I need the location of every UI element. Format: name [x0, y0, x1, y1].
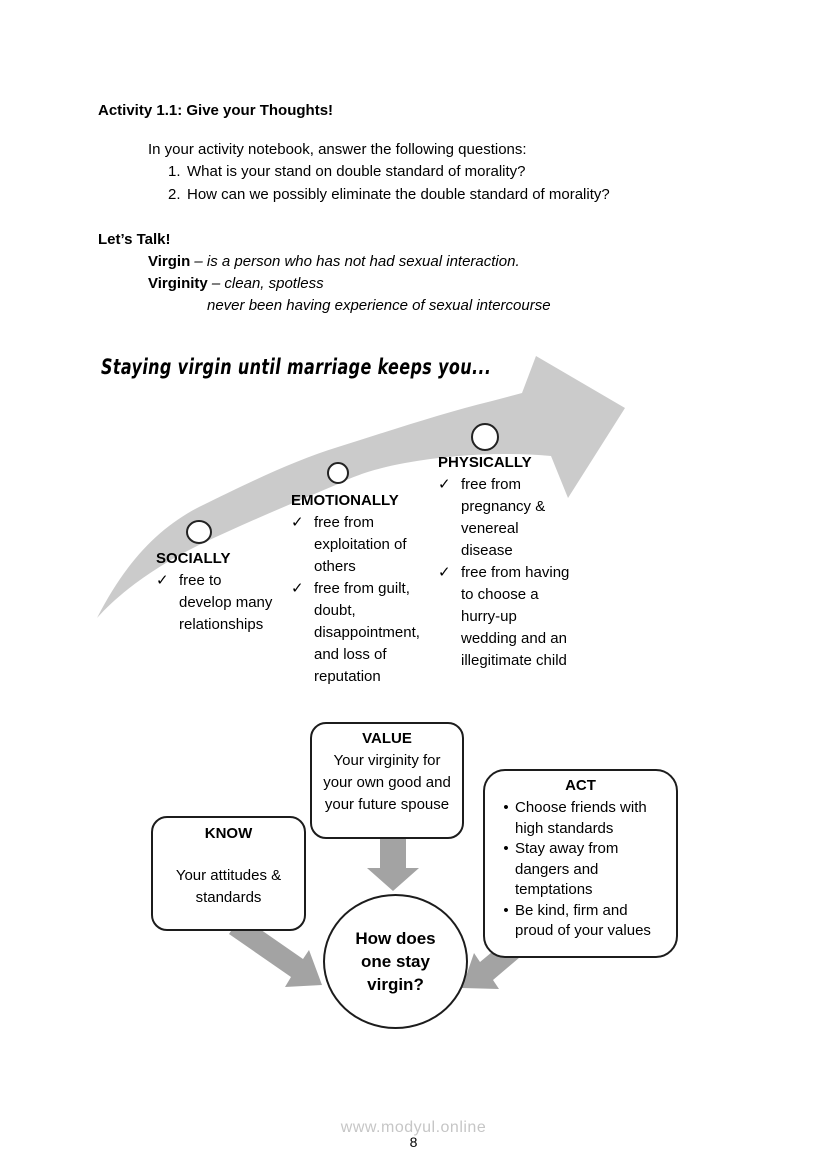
activity-question-1: [168, 161, 526, 183]
milestone-item: ✓ free from pregnancy & venereal disease: [438, 474, 574, 562]
milestone-dot-physically: [472, 424, 498, 450]
milestone-title: PHYSICALLY: [438, 454, 532, 471]
bullet-icon: •: [503, 840, 509, 857]
value-box-text: Your virginity for your own good and your future spouse: [323, 752, 451, 813]
watermark-text: www.modyul.online: [340, 1119, 487, 1136]
bullet-icon: •: [503, 901, 509, 919]
swoosh-heading: Staying virgin until marriage keeps you...: [101, 355, 492, 379]
value-to-center-arrow-icon: [367, 839, 419, 891]
milestone-socially: [156, 548, 277, 636]
question-number: 1.: [168, 163, 181, 180]
milestone-item: ✓ free to develop many relationships: [156, 570, 277, 636]
center-question-text: How does one stay virgin?: [355, 929, 436, 994]
page-number: 8: [409, 1134, 418, 1150]
definition-term: Virgin: [148, 253, 191, 270]
definition-text: – clean, spotless: [211, 275, 324, 292]
know-box-title: KNOW: [204, 825, 253, 842]
definition-continuation: never been having experience of sexual intercourse: [207, 297, 551, 314]
milestone-physically: [438, 452, 574, 672]
activity-intro: In your activity notebook, answer the following questions:: [148, 141, 527, 158]
act-bullet-list: [497, 798, 676, 942]
milestone-dot-socially: [187, 521, 211, 543]
activity-title: Activity 1.1: Give your Thoughts!: [98, 102, 334, 119]
question-text: How can we possibly eliminate the double standard of morality?: [187, 186, 610, 203]
definition-text: – is a person who has not had sexual interaction.: [194, 253, 520, 270]
milestone-item: ✓ free from exploitation of others: [291, 512, 433, 578]
check-icon: ✓: [291, 580, 304, 597]
check-icon: ✓: [156, 572, 169, 589]
question-number: 2.: [168, 186, 181, 203]
milestone-dot-emotionally: [328, 463, 348, 483]
definition-virginity: [148, 273, 324, 295]
know-box: [151, 816, 306, 931]
act-bullet: • Choose friends with high standards: [497, 798, 676, 839]
activity-question-2: [168, 184, 610, 206]
milestone-item: ✓ free from guilt, doubt, disappointment, and loss of reputation: [291, 578, 433, 688]
milestone-item: ✓ free from having to choose a hurry-up wedding and an illegitimate child: [438, 562, 574, 672]
know-box-text: Your attitudes & standards: [175, 867, 282, 906]
milestone-title: SOCIALLY: [156, 550, 231, 567]
milestone-emotionally: [291, 490, 433, 688]
act-box: [483, 769, 678, 958]
lets-talk-title: Let’s Talk!: [98, 231, 171, 248]
value-box-title: VALUE: [362, 730, 412, 747]
milestone-title: EMOTIONALLY: [291, 492, 399, 509]
check-icon: ✓: [438, 476, 451, 493]
check-icon: ✓: [291, 514, 304, 531]
question-text: What is your stand on double standard of morality?: [187, 163, 526, 180]
act-bullet: • Be kind, firm and proud of your values: [497, 901, 676, 942]
definition-term: Virginity: [148, 275, 208, 292]
definition-virgin: [148, 251, 520, 273]
check-icon: ✓: [438, 564, 451, 581]
bullet-icon: •: [503, 799, 509, 816]
value-box: [310, 722, 464, 839]
center-question-circle: [323, 894, 468, 1029]
act-bullet: • Stay away from dangers and temptations: [497, 839, 676, 901]
act-box-title: ACT: [565, 777, 596, 794]
